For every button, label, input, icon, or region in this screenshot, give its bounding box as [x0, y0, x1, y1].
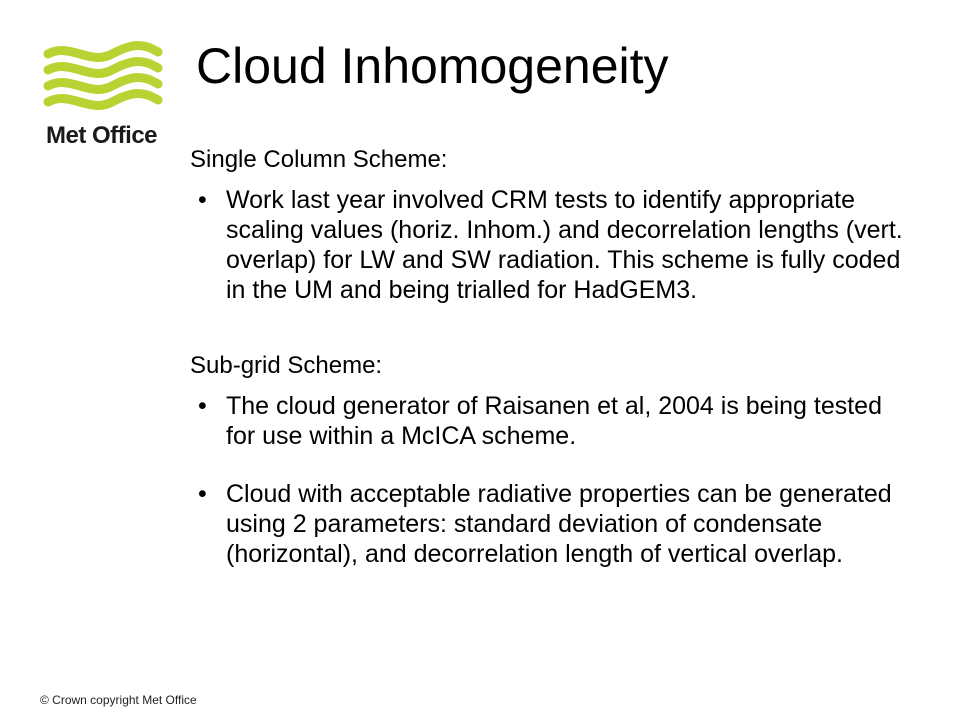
bullet-icon: •	[198, 186, 207, 214]
met-office-logo	[40, 40, 170, 155]
bullet-icon: •	[198, 480, 207, 508]
bullet-text: Cloud with acceptable radiative properties can be generated using 2 parameters: standard deviation of condensate (horizontal), and decorrelation length of vertical overlap.	[226, 480, 892, 568]
bullet-item	[190, 185, 910, 305]
wave-logo-icon	[40, 40, 170, 120]
bullet-list-single-column	[190, 185, 910, 305]
bullet-text: Work last year involved CRM tests to identify appropriate scaling values (horiz. Inhom.) and decorrelation lengths (vert. overlap) for LW and SW radiation. This scheme is fully coded in the UM and being trialled for HadGEM3.	[226, 186, 903, 304]
section-heading-sub-grid: Sub-grid Scheme:	[190, 352, 383, 379]
bullet-item	[190, 391, 910, 451]
slide-title: Cloud Inhomogeneity	[196, 38, 669, 94]
slide-content	[190, 145, 910, 569]
bullet-item	[190, 479, 910, 569]
bullet-icon: •	[198, 392, 207, 420]
section-heading-single-column: Single Column Scheme:	[190, 146, 448, 173]
bullet-text: The cloud generator of Raisanen et al, 2004 is being tested for use within a McICA scheme.	[226, 392, 882, 450]
copyright-footer: © Crown copyright Met Office	[40, 693, 197, 707]
bullet-list-sub-grid	[190, 391, 910, 569]
logo-text: Met Office	[46, 122, 158, 149]
